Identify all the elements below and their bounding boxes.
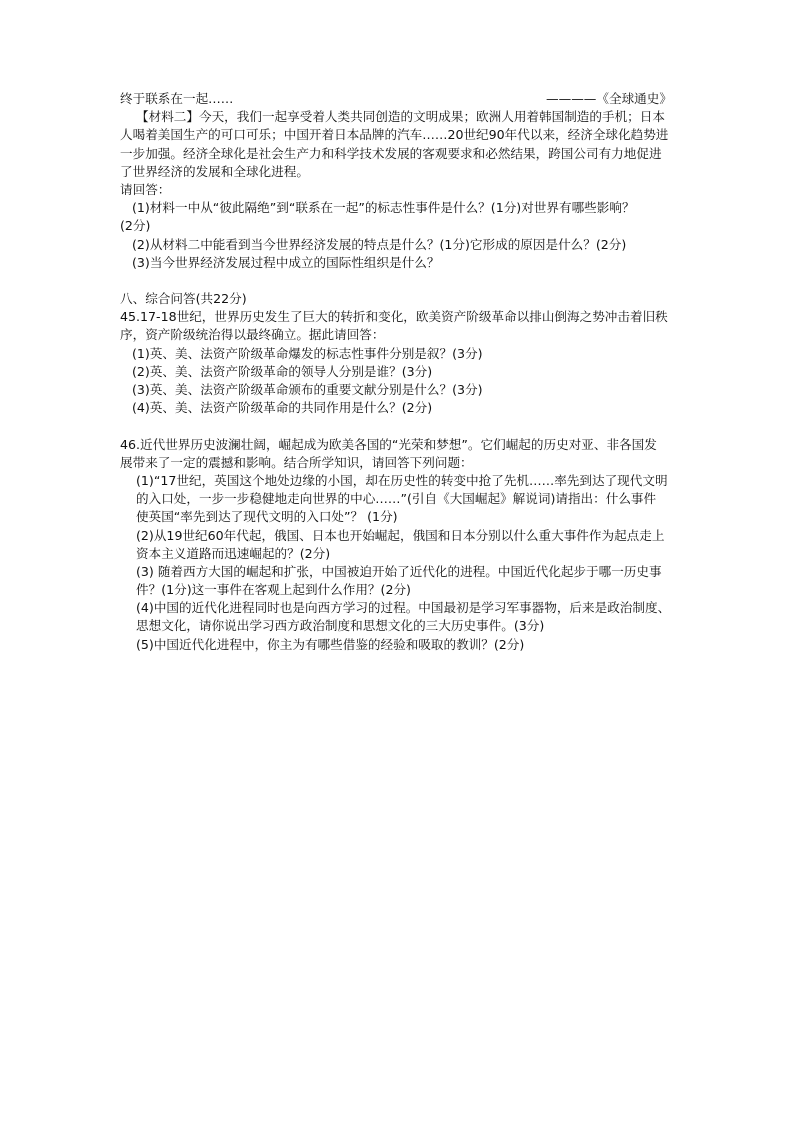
question44-item-1-cont: (2分) bbox=[120, 218, 151, 234]
question46-item-1-cont: 的入口处，一步一步稳健地走向世界的中心……”(引自《大国崛起》解说词)请指出：什么事件 bbox=[136, 491, 657, 507]
section8-heading: 八、综合问答(共22分) bbox=[120, 291, 247, 307]
material2-line: 【材料二】今天，我们一起享受着人类共同创造的文明成果；欧洲人用着韩国制造的手机；日本 bbox=[136, 109, 665, 125]
question44-item-1: (1)材料一中从“彼此隔绝”到“联系在一起”的标志性事件是什么？(1分)对世界有哪些影响？ bbox=[132, 200, 635, 216]
question46-item-4-cont: 思想文化，请你说出学习西方政治制度和思想文化的三大历史事件。(3分) bbox=[136, 618, 545, 634]
question46-item-5: (5)中国近代化进程中，你主为有哪些借鉴的经验和吸取的教训？(2分) bbox=[136, 636, 525, 652]
question45-item-2: (2)英、美、法资产阶级革命的领导人分别是谁？(3分) bbox=[132, 363, 433, 379]
spacer bbox=[120, 417, 680, 435]
material2-paragraph bbox=[120, 108, 680, 181]
material1-source: ————《全球通史》 bbox=[546, 91, 672, 106]
question45-item-3: (3)英、美、法资产阶级革命颁布的重要文献分别是什么？(3分) bbox=[132, 382, 483, 397]
question46-item-3-cont: 件？(1分)这一事件在客观上起到什么作用？(2分) bbox=[136, 582, 411, 598]
material2-line: 一步加强。经济全球化是社会生产力和科学技术发展的客观要求和必然结果，跨国公司有力地促进 bbox=[120, 145, 662, 161]
question46-item-2: (2)从19世纪60年代起，俄国、日本也开始崛起，俄国和日本分别以什么重大事件作为起点走上 bbox=[136, 527, 665, 543]
question46-stem-cont: 展带来了一定的震撼和影响。结合所学知识，请回答下列问题： bbox=[120, 454, 473, 470]
material2-line: 了世界经济的发展和全球化进程。 bbox=[120, 163, 309, 179]
material1-ending-row bbox=[120, 90, 680, 108]
question45-stem: 45.17-18世纪，世界历史发生了巨大的转折和变化，欧美资产阶级革命以排山倒海之势冲击着旧秩 bbox=[120, 309, 668, 325]
spacer bbox=[120, 272, 680, 290]
question46-item-4: (4)中国的近代化进程同时也是向西方学习的过程。中国最初是学习军事器物，后来是政治制度、 bbox=[136, 600, 671, 616]
question45-item-4: (4)英、美、法资产阶级革命的共同作用是什么？(2分) bbox=[132, 400, 433, 416]
material2-line: 人喝着美国生产的可口可乐；中国开着日本品牌的汽车……20世纪90年代以来，经济全球化趋势进 bbox=[120, 127, 669, 143]
material1-ending-text: 终于联系在一起…… bbox=[120, 91, 234, 106]
question44-item-2: (2)从材料二中能看到当今世界经济发展的特点是什么？(1分)它形成的原因是什么？(2分) bbox=[132, 236, 627, 252]
question46-item-2-cont: 资本主义道路而迅速崛起的？(2分) bbox=[136, 545, 331, 561]
document-body bbox=[120, 90, 680, 654]
question45-item-1: (1)英、美、法资产阶级革命爆发的标志性事件分别是叙？(3分) bbox=[132, 345, 483, 361]
question44-prompt: 请回答： bbox=[120, 181, 171, 197]
question45-stem-cont: 序，资产阶级统治得以最终确立。据此请回答： bbox=[120, 327, 385, 343]
question44-item-3: (3)当今世界经济发展过程中成立的国际性组织是什么？ bbox=[132, 254, 440, 270]
question46-item-1: (1)“17世纪，英国这个地处边缘的小国，却在历史性的转变中抢了先机……率先到达了现代文明 bbox=[136, 472, 668, 488]
question46-item-1-cont: 使英国“率先到达了现代文明的入口处”？ (1分) bbox=[136, 509, 398, 525]
question46-item-3: (3) 随着西方大国的崛起和扩张，中国被迫开始了近代化的进程。中国近代化起步于哪一历史事 bbox=[136, 563, 662, 579]
question46-stem: 46.近代世界历史波澜壮阔，崛起成为欧美各国的“光荣和梦想”。它们崛起的历史对亚、非各国发 bbox=[120, 436, 657, 452]
